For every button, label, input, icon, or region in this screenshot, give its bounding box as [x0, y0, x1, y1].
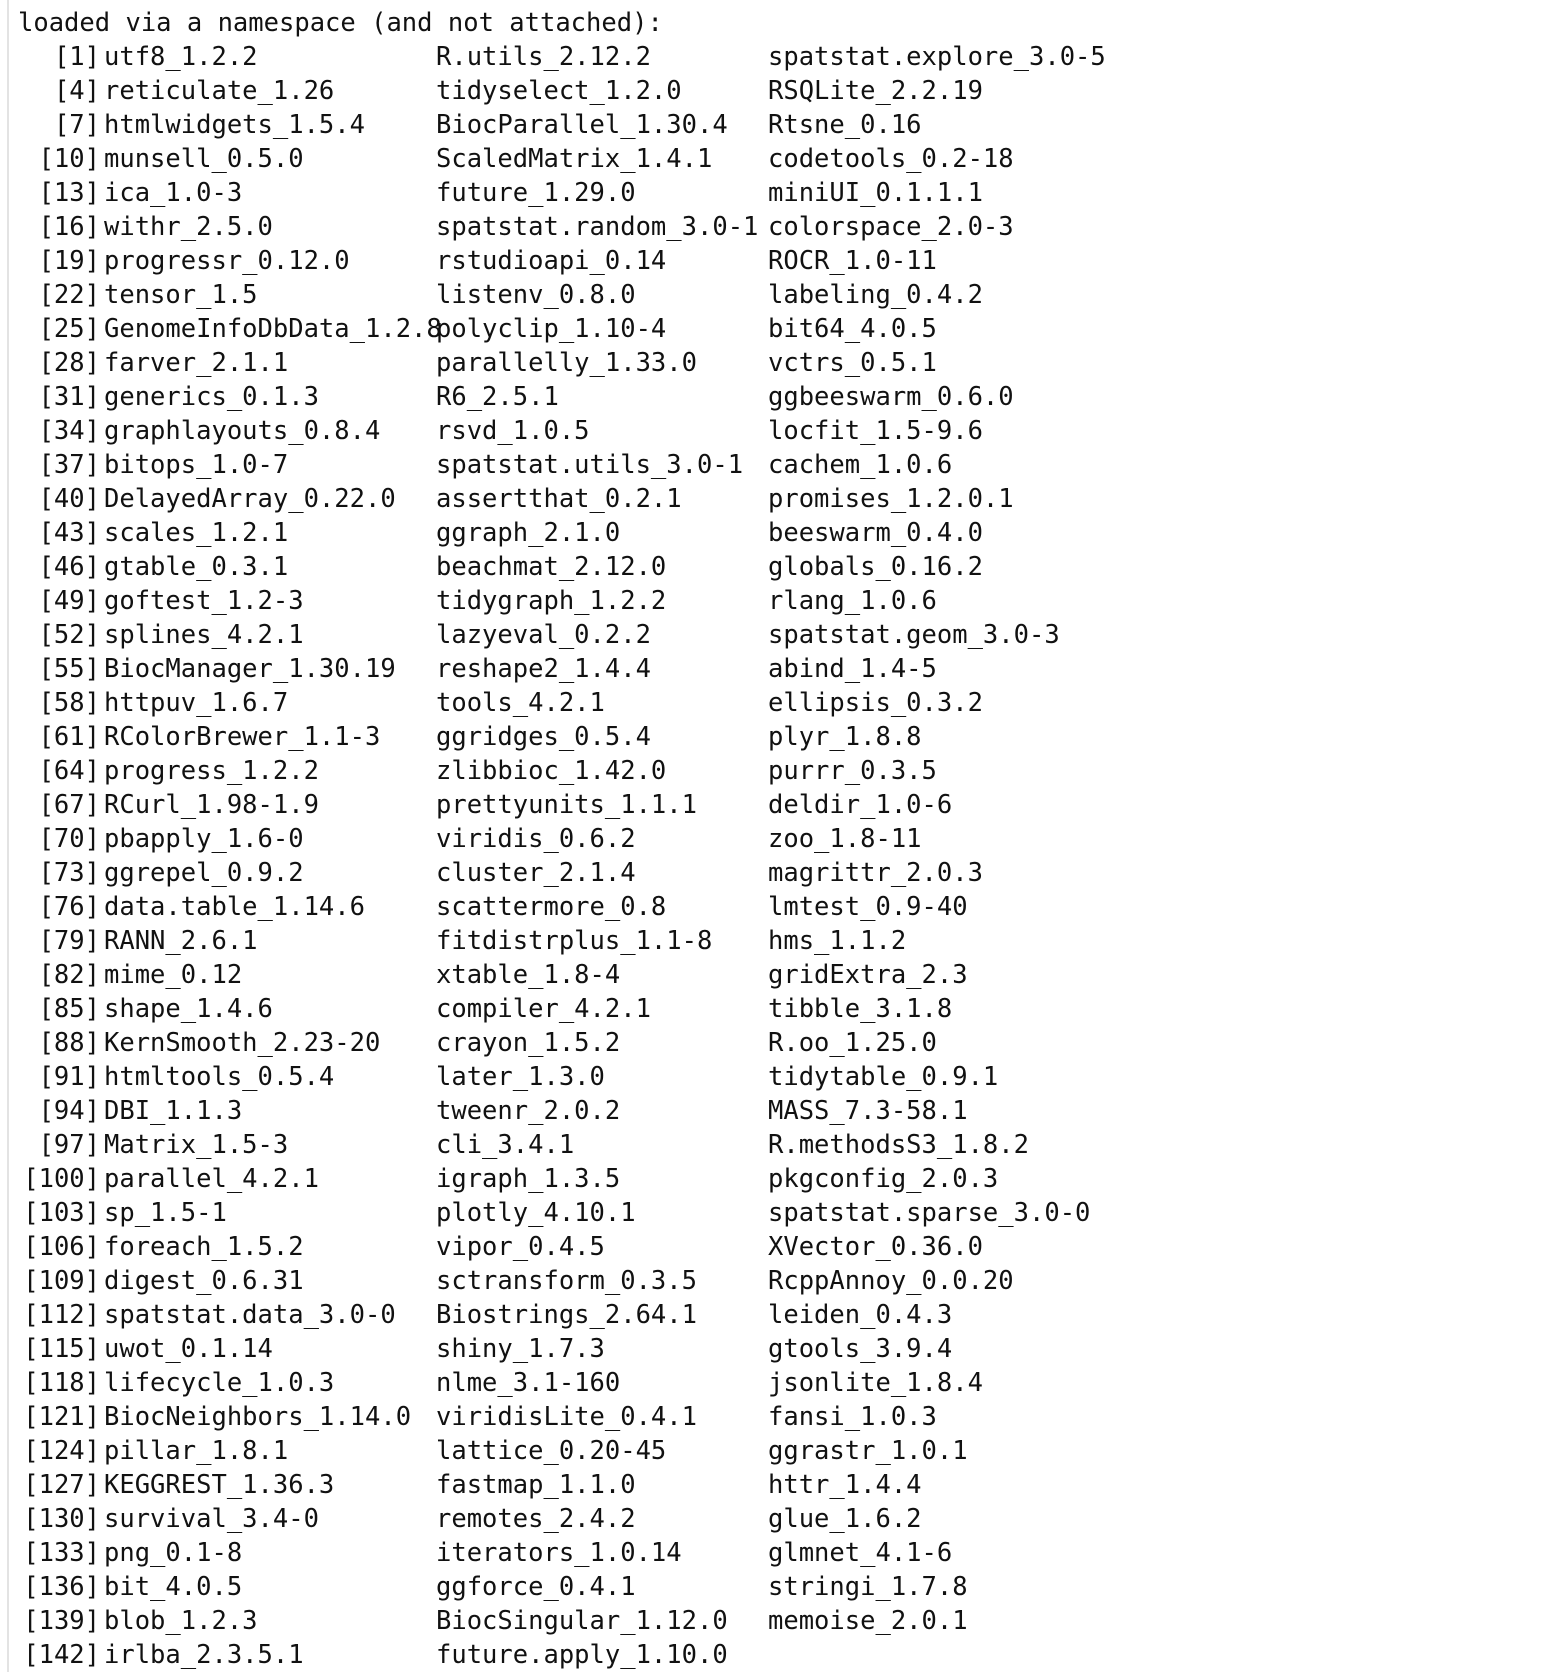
package-version-c1: RColorBrewer_1.1-3: [104, 722, 381, 752]
package-version-c3: httr_1.4.4: [768, 1470, 922, 1500]
package-version-c3: MASS_7.3-58.1: [768, 1096, 968, 1126]
package-version-c2: rsvd_1.0.5: [436, 416, 590, 446]
package-version-c3: pkgconfig_2.0.3: [768, 1164, 999, 1194]
console-line: [18, 1400, 1518, 1434]
package-version-c3: R.methodsS3_1.8.2: [768, 1130, 1029, 1160]
package-version-c3: spatstat.geom_3.0-3: [768, 620, 1060, 650]
package-version-c3: ggbeeswarm_0.6.0: [768, 382, 1014, 412]
package-version-c3: jsonlite_1.8.4: [768, 1368, 983, 1398]
console-line: [18, 788, 1518, 822]
package-version-c1: blob_1.2.3: [104, 1606, 258, 1636]
console-line: [18, 1638, 1518, 1672]
package-version-c2: nlme_3.1-160: [436, 1368, 621, 1398]
console-left-border: [7, 0, 9, 1672]
package-version-c1: farver_2.1.1: [104, 348, 289, 378]
row-index: [88]: [38, 1028, 100, 1058]
console-line: [18, 1502, 1518, 1536]
package-version-c3: promises_1.2.0.1: [768, 484, 1014, 514]
package-version-c2: R.utils_2.12.2: [436, 42, 651, 72]
row-index: [58]: [38, 688, 100, 718]
console-line: [18, 380, 1518, 414]
package-version-c1: progressr_0.12.0: [104, 246, 350, 276]
package-version-c3: zoo_1.8-11: [768, 824, 922, 854]
package-version-c2: lattice_0.20-45: [436, 1436, 667, 1466]
package-version-c2: assertthat_0.2.1: [436, 484, 682, 514]
package-version-c3: RSQLite_2.2.19: [768, 76, 983, 106]
package-version-c2: spatstat.random_3.0-1: [436, 212, 759, 242]
row-index: [61]: [38, 722, 100, 752]
package-version-c3: abind_1.4-5: [768, 654, 937, 684]
row-index: [73]: [38, 858, 100, 888]
console-line: [18, 856, 1518, 890]
package-version-c1: DBI_1.1.3: [104, 1096, 243, 1126]
row-index: [136]: [23, 1572, 100, 1602]
console-line: [18, 1128, 1518, 1162]
row-index: [115]: [23, 1334, 100, 1364]
package-version-c3: gridExtra_2.3: [768, 960, 968, 990]
package-version-c1: sp_1.5-1: [104, 1198, 227, 1228]
package-version-c2: listenv_0.8.0: [436, 280, 636, 310]
package-version-c1: foreach_1.5.2: [104, 1232, 304, 1262]
package-version-c1: tensor_1.5: [104, 280, 258, 310]
package-version-c3: deldir_1.0-6: [768, 790, 953, 820]
row-index: [37]: [38, 450, 100, 480]
package-version-c1: withr_2.5.0: [104, 212, 273, 242]
console-line: [18, 924, 1518, 958]
console-line: [18, 108, 1518, 142]
package-version-c1: irlba_2.3.5.1: [104, 1640, 304, 1670]
package-version-c1: RCurl_1.98-1.9: [104, 790, 319, 820]
package-version-c2: spatstat.utils_3.0-1: [436, 450, 744, 480]
package-version-c3: colorspace_2.0-3: [768, 212, 1014, 242]
package-version-c3: spatstat.sparse_3.0-0: [768, 1198, 1091, 1228]
package-version-c2: vipor_0.4.5: [436, 1232, 605, 1262]
package-version-c1: survival_3.4-0: [104, 1504, 319, 1534]
package-version-c3: labeling_0.4.2: [768, 280, 983, 310]
console-line: [18, 448, 1518, 482]
package-version-c1: mime_0.12: [104, 960, 243, 990]
package-version-c3: beeswarm_0.4.0: [768, 518, 983, 548]
package-version-c1: bit_4.0.5: [104, 1572, 243, 1602]
package-version-c2: later_1.3.0: [436, 1062, 605, 1092]
package-version-c3: cachem_1.0.6: [768, 450, 953, 480]
package-version-c1: Matrix_1.5-3: [104, 1130, 289, 1160]
package-version-c1: BiocManager_1.30.19: [104, 654, 396, 684]
row-index: [49]: [38, 586, 100, 616]
package-version-c2: ScaledMatrix_1.4.1: [436, 144, 713, 174]
package-version-c2: future.apply_1.10.0: [436, 1640, 728, 1670]
package-version-c3: leiden_0.4.3: [768, 1300, 953, 1330]
row-index: [124]: [23, 1436, 100, 1466]
package-version-c2: BiocParallel_1.30.4: [436, 110, 728, 140]
console-line: [18, 74, 1518, 108]
package-version-c1: data.table_1.14.6: [104, 892, 365, 922]
package-version-c1: KernSmooth_2.23-20: [104, 1028, 381, 1058]
package-version-c3: R.oo_1.25.0: [768, 1028, 937, 1058]
package-version-c3: fansi_1.0.3: [768, 1402, 937, 1432]
package-version-c2: prettyunits_1.1.1: [436, 790, 697, 820]
console-line: [18, 1264, 1518, 1298]
package-version-c1: png_0.1-8: [104, 1538, 243, 1568]
row-index: [85]: [38, 994, 100, 1024]
package-version-c1: scales_1.2.1: [104, 518, 289, 548]
package-version-c2: ggridges_0.5.4: [436, 722, 651, 752]
package-version-c2: remotes_2.4.2: [436, 1504, 636, 1534]
row-index: [1]: [53, 42, 100, 72]
package-version-c3: bit64_4.0.5: [768, 314, 937, 344]
package-version-c2: tidyselect_1.2.0: [436, 76, 682, 106]
package-version-c2: BiocSingular_1.12.0: [436, 1606, 728, 1636]
row-index: [70]: [38, 824, 100, 854]
package-version-c1: DelayedArray_0.22.0: [104, 484, 396, 514]
row-index: [4]: [53, 76, 100, 106]
row-index: [109]: [23, 1266, 100, 1296]
row-index: [82]: [38, 960, 100, 990]
package-version-c3: ellipsis_0.3.2: [768, 688, 983, 718]
console-line: [18, 754, 1518, 788]
package-version-c1: lifecycle_1.0.3: [104, 1368, 335, 1398]
row-index: [43]: [38, 518, 100, 548]
row-index: [31]: [38, 382, 100, 412]
console-line: [18, 1366, 1518, 1400]
package-version-c2: tidygraph_1.2.2: [436, 586, 667, 616]
package-version-c1: gtable_0.3.1: [104, 552, 289, 582]
package-version-c3: codetools_0.2-18: [768, 144, 1014, 174]
console-line: [18, 346, 1518, 380]
console-line: [18, 550, 1518, 584]
package-version-c3: magrittr_2.0.3: [768, 858, 983, 888]
console-line: [18, 244, 1518, 278]
package-version-c1: GenomeInfoDbData_1.2.8: [104, 314, 442, 344]
console-line: [18, 1536, 1518, 1570]
console-line: [18, 414, 1518, 448]
package-version-c2: beachmat_2.12.0: [436, 552, 667, 582]
console-line: [18, 1026, 1518, 1060]
package-version-c3: glmnet_4.1-6: [768, 1538, 953, 1568]
package-version-c2: fastmap_1.1.0: [436, 1470, 636, 1500]
package-version-c2: future_1.29.0: [436, 178, 636, 208]
package-version-c3: memoise_2.0.1: [768, 1606, 968, 1636]
package-version-c3: XVector_0.36.0: [768, 1232, 983, 1262]
package-version-c2: iterators_1.0.14: [436, 1538, 682, 1568]
console-line: [18, 1060, 1518, 1094]
package-version-c1: httpuv_1.6.7: [104, 688, 289, 718]
console-line: [18, 890, 1518, 924]
package-version-c1: digest_0.6.31: [104, 1266, 304, 1296]
console-rows: [18, 40, 1518, 1672]
package-version-c2: igraph_1.3.5: [436, 1164, 621, 1194]
console-line: [18, 210, 1518, 244]
package-version-c3: plyr_1.8.8: [768, 722, 922, 752]
row-index: [121]: [23, 1402, 100, 1432]
package-version-c2: cli_3.4.1: [436, 1130, 575, 1160]
console-line: [18, 142, 1518, 176]
package-version-c3: ROCR_1.0-11: [768, 246, 937, 276]
package-version-c3: hms_1.1.2: [768, 926, 907, 956]
row-index: [106]: [23, 1232, 100, 1262]
package-version-c1: bitops_1.0-7: [104, 450, 289, 480]
row-index: [94]: [38, 1096, 100, 1126]
console-line: [18, 1434, 1518, 1468]
package-version-c1: KEGGREST_1.36.3: [104, 1470, 335, 1500]
row-index: [55]: [38, 654, 100, 684]
row-index: [16]: [38, 212, 100, 242]
package-version-c2: parallelly_1.33.0: [436, 348, 697, 378]
row-index: [91]: [38, 1062, 100, 1092]
console-line: [18, 958, 1518, 992]
package-version-c3: miniUI_0.1.1.1: [768, 178, 983, 208]
package-version-c3: purrr_0.3.5: [768, 756, 937, 786]
console-output: [18, 6, 1518, 1672]
row-index: [127]: [23, 1470, 100, 1500]
row-index: [28]: [38, 348, 100, 378]
package-version-c1: progress_1.2.2: [104, 756, 319, 786]
console-line: [18, 1230, 1518, 1264]
package-version-c2: polyclip_1.10-4: [436, 314, 667, 344]
package-version-c3: rlang_1.0.6: [768, 586, 937, 616]
package-version-c2: compiler_4.2.1: [436, 994, 651, 1024]
row-index: [67]: [38, 790, 100, 820]
package-version-c2: scattermore_0.8: [436, 892, 667, 922]
package-version-c2: fitdistrplus_1.1-8: [436, 926, 713, 956]
console-line: [18, 822, 1518, 856]
console-line: [18, 992, 1518, 1026]
package-version-c1: BiocNeighbors_1.14.0: [104, 1402, 412, 1432]
package-version-c1: munsell_0.5.0: [104, 144, 304, 174]
package-version-c3: tidytable_0.9.1: [768, 1062, 999, 1092]
row-index: [34]: [38, 416, 100, 446]
row-index: [79]: [38, 926, 100, 956]
package-version-c1: pbapply_1.6-0: [104, 824, 304, 854]
package-version-c1: shape_1.4.6: [104, 994, 273, 1024]
package-version-c2: shiny_1.7.3: [436, 1334, 605, 1364]
package-version-c3: stringi_1.7.8: [768, 1572, 968, 1602]
console-line: [18, 176, 1518, 210]
console-line: [18, 618, 1518, 652]
console-line: [18, 1468, 1518, 1502]
package-version-c1: splines_4.2.1: [104, 620, 304, 650]
package-version-c2: cluster_2.1.4: [436, 858, 636, 888]
package-version-c1: htmlwidgets_1.5.4: [104, 110, 365, 140]
package-version-c2: zlibbioc_1.42.0: [436, 756, 667, 786]
package-version-c2: Biostrings_2.64.1: [436, 1300, 697, 1330]
row-index: [13]: [38, 178, 100, 208]
package-version-c2: ggraph_2.1.0: [436, 518, 621, 548]
row-index: [103]: [23, 1198, 100, 1228]
package-version-c1: reticulate_1.26: [104, 76, 335, 106]
package-version-c2: crayon_1.5.2: [436, 1028, 621, 1058]
package-version-c2: lazyeval_0.2.2: [436, 620, 651, 650]
row-index: [10]: [38, 144, 100, 174]
package-version-c1: uwot_0.1.14: [104, 1334, 273, 1364]
console-line: [18, 312, 1518, 346]
package-version-c2: R6_2.5.1: [436, 382, 559, 412]
console-line: [18, 1570, 1518, 1604]
console-line: [18, 1162, 1518, 1196]
package-version-c1: goftest_1.2-3: [104, 586, 304, 616]
console-line: [18, 720, 1518, 754]
console-line: [18, 1298, 1518, 1332]
package-version-c1: RANN_2.6.1: [104, 926, 258, 956]
package-version-c2: plotly_4.10.1: [436, 1198, 636, 1228]
console-line: [18, 652, 1518, 686]
row-index: [130]: [23, 1504, 100, 1534]
row-index: [76]: [38, 892, 100, 922]
package-version-c3: globals_0.16.2: [768, 552, 983, 582]
row-index: [139]: [23, 1606, 100, 1636]
row-index: [118]: [23, 1368, 100, 1398]
console-line: [18, 686, 1518, 720]
console-header-line: loaded via a namespace (and not attached):: [18, 8, 663, 38]
package-version-c2: xtable_1.8-4: [436, 960, 621, 990]
package-version-c1: graphlayouts_0.8.4: [104, 416, 381, 446]
package-version-c1: ica_1.0-3: [104, 178, 243, 208]
package-version-c3: tibble_3.1.8: [768, 994, 953, 1024]
row-index: [25]: [38, 314, 100, 344]
console-line: [18, 1332, 1518, 1366]
package-version-c2: viridisLite_0.4.1: [436, 1402, 697, 1432]
package-version-c3: RcppAnnoy_0.0.20: [768, 1266, 1014, 1296]
package-version-c1: htmltools_0.5.4: [104, 1062, 335, 1092]
console-line: [18, 278, 1518, 312]
row-index: [7]: [53, 110, 100, 140]
package-version-c2: sctransform_0.3.5: [436, 1266, 697, 1296]
console-line: [18, 40, 1518, 74]
row-index: [100]: [23, 1164, 100, 1194]
console-line: [18, 1604, 1518, 1638]
row-index: [112]: [23, 1300, 100, 1330]
row-index: [64]: [38, 756, 100, 786]
package-version-c1: ggrepel_0.9.2: [104, 858, 304, 888]
package-version-c3: Rtsne_0.16: [768, 110, 922, 140]
package-version-c2: reshape2_1.4.4: [436, 654, 651, 684]
console-line: [18, 1094, 1518, 1128]
package-version-c3: locfit_1.5-9.6: [768, 416, 983, 446]
package-version-c3: ggrastr_1.0.1: [768, 1436, 968, 1466]
row-index: [142]: [23, 1640, 100, 1670]
console-line: [18, 516, 1518, 550]
package-version-c1: spatstat.data_3.0-0: [104, 1300, 396, 1330]
package-version-c1: utf8_1.2.2: [104, 42, 258, 72]
package-version-c2: viridis_0.6.2: [436, 824, 636, 854]
package-version-c1: pillar_1.8.1: [104, 1436, 289, 1466]
package-version-c2: tools_4.2.1: [436, 688, 605, 718]
console-line: [18, 1196, 1518, 1230]
package-version-c3: lmtest_0.9-40: [768, 892, 968, 922]
row-index: [133]: [23, 1538, 100, 1568]
row-index: [52]: [38, 620, 100, 650]
row-index: [40]: [38, 484, 100, 514]
package-version-c2: tweenr_2.0.2: [436, 1096, 621, 1126]
package-version-c1: parallel_4.2.1: [104, 1164, 319, 1194]
row-index: [97]: [38, 1130, 100, 1160]
row-index: [19]: [38, 246, 100, 276]
package-version-c3: spatstat.explore_3.0-5: [768, 42, 1106, 72]
row-index: [22]: [38, 280, 100, 310]
package-version-c3: gtools_3.9.4: [768, 1334, 953, 1364]
package-version-c3: glue_1.6.2: [768, 1504, 922, 1534]
package-version-c2: ggforce_0.4.1: [436, 1572, 636, 1602]
row-index: [46]: [38, 552, 100, 582]
package-version-c2: rstudioapi_0.14: [436, 246, 667, 276]
console-line: [18, 482, 1518, 516]
package-version-c3: vctrs_0.5.1: [768, 348, 937, 378]
package-version-c1: generics_0.1.3: [104, 382, 319, 412]
console-line: [18, 584, 1518, 618]
